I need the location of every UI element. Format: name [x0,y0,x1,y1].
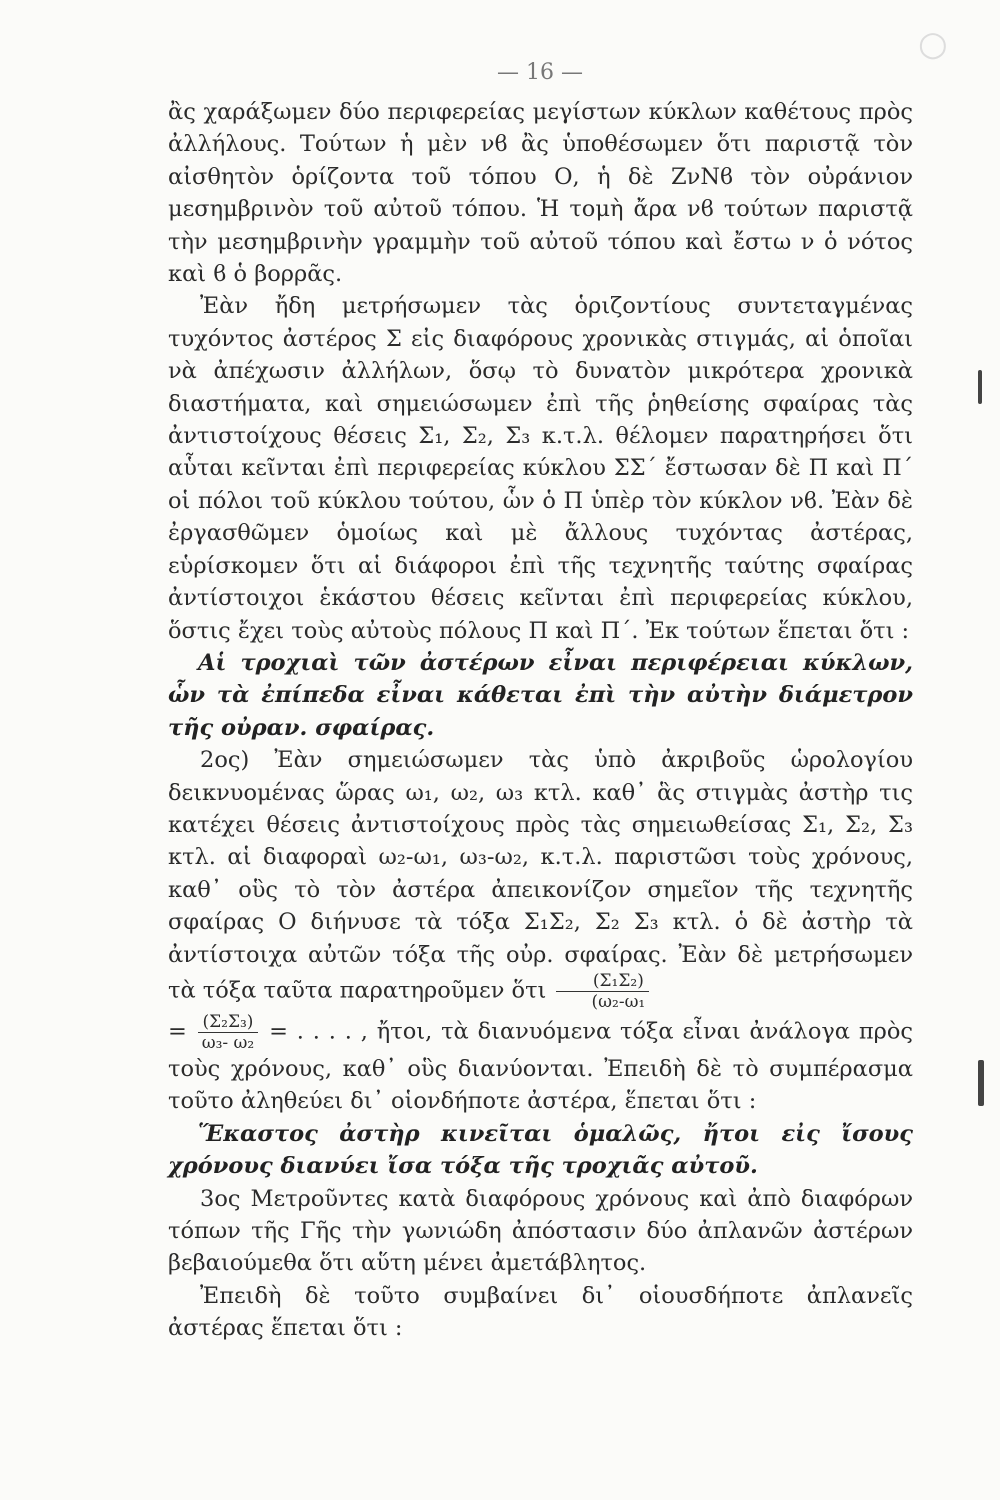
page-body [168,96,913,1345]
page-number: — 16 — [497,60,583,85]
paragraph-3 [168,744,913,1012]
equals-sign: = [168,1018,187,1045]
fraction-line [168,1012,913,1118]
paragraph-3-text: 2ος) Ἐὰν σημειώσωμεν τὰς ὑπὸ ἀκριβοῦς ὡρολογίου δεικνυομένας ὥρας ω₁, ω₂, ω₃ κτλ. καθ᾿ ἃς στιγμὰς ἀστὴρ τις κατέχει θέσεις ἀντιστοίχους πρὸς τὰς σημειωθείσας Σ₁, Σ₂, Σ₃ κτλ. αἱ διαφοραὶ ω₂-ω₁, ω₃-ω₂, κ.τ.λ. παριστῶσι τοὺς χρόνους, καθ᾿ οὓς τὸ τὸν ἀστέρα ἀπεικονίζον σημεῖον τῆς τεχνητῆς σφαίρας Ο διήνυσε τὰ τόξα Σ₁Σ₂, Σ₂ Σ₃ κτλ. ὁ δὲ ἀστὴρ τὰ ἀντίστοιχα αὐτῶν τόξα τῆς οὐρ. σφαίρας. Ἐὰν δὲ μετρήσωμεν τὰ τόξα ταῦτα παρατηροῦμεν ὅτι [168,747,913,1004]
law-statement-2: Ἕκαστος ἀστὴρ κινεῖται ὁμαλῶς, ἤτοι εἰς ἴσους χρόνους διανύει ἴσα τόξα τῆς τροχιᾶς αὐτοῦ. [168,1120,913,1180]
paragraph-5: Ἐπειδὴ δὲ τοῦτο συμβαίνει δι᾿ οἱουσδήποτε ἀπλανεῖς ἀστέρας ἕπεται ὅτι : [168,1282,913,1342]
margin-mark-2 [978,1060,984,1106]
fraction-1-denominator: (ω₂-ω₁ [556,991,650,1012]
paragraph-1: ἂς χαράξωμεν δύο περιφερείας μεγίστων κύκλων καθέτους πρὸς ἀλλήλους. Τούτων ἡ μὲν νϐ ἂς ὑποθέσωμεν ὅτι παριστᾷ τὸν αἰσθητὸν ὁρίζοντα τοῦ τόπου Ο, ἡ δὲ ΖνΝϐ τὸν οὐράνιον μεσημβρινὸν τοῦ αὐτοῦ τόπου. Ἡ τομὴ ἄρα νϐ τούτων παριστᾷ τὴν μεσημβρινὴν γραμμὴν τοῦ αὐτοῦ τόπου καὶ ἔστω ν ὁ νότος καὶ ϐ ὁ βορρᾶς. [168,99,913,288]
fraction-2 [198,1012,259,1053]
margin-mark-1 [978,370,982,404]
fraction-1 [556,971,650,1012]
law-statement-1: Αἱ τροχιαὶ τῶν ἀστέρων εἶναι περιφέρειαι κύκλων, ὧν τὰ ἐπίπεδα εἶναι κάθεται ἐπὶ τὴν αὐτὴν διάμετρον τῆς οὐραν. σφαίρας. [168,649,913,741]
paragraph-2: Ἐὰν ἤδη μετρήσωμεν τὰς ὁριζοντίους συντεταγμένας τυχόντος ἀστέρος Σ εἰς διαφόρους χρονικὰς στιγμάς, αἱ ὁποῖαι νὰ ἀπέχωσιν ἀλλήλων, ὅσῳ τὸ δυνατὸν μικρότερα χρονικὰ διαστήματα, καὶ σημειώσωμεν ἐπὶ τῆς ῥηθείσης σφαίρας τὰς ἀντιστοίχους θέσεις Σ₁, Σ₂, Σ₃ κ.τ.λ. θέλομεν παρατηρήσει ὅτι αὗται κεῖνται ἐπὶ περιφερείας κύκλου ΣΣ΄ ἔστωσαν δὲ Π καὶ Π΄ οἱ πόλοι τοῦ κύκλου τούτου, ὧν ὁ Π ὑπὲρ τὸν κύκλον νϐ. Ἐὰν δὲ ἐργασθῶμεν ὁμοίως καὶ μὲ ἄλλους τυχόντας ἀστέρας, εὑρίσκομεν ὅτι αἱ διάφοροι ἐπὶ τῆς τεχνητῆς ταύτης σφαίρας ἀντίστοιχοι ἑκάστου θέσεις κεῖνται ἐπὶ περιφερείας κύκλου, ὅστις ἔχει τοὺς αὐτοὺς πόλους Π καὶ Π΄. Ἐκ τούτων ἕπεται ὅτι : [168,293,913,644]
fraction-1-numerator: (Σ₁Σ₂) [592,970,644,991]
paragraph-4: 3ος Μετροῦντες κατὰ διαφόρους χρόνους καὶ ἀπὸ διαφόρων τόπων τῆς Γῆς τὴν γωνιώδη ἀπόστασιν δύο ἀπλανῶν ἀστέρων βεβαιούμεθα ὅτι αὕτη μένει ἀμετάβλητος. [168,1185,913,1277]
corner-pencil-mark: ○ [918,24,948,64]
fraction-continuation: = . . . . , ἤτοι, τὰ διανυόμενα τόξα εἶναι ἀνάλογα πρὸς τοὺς χρόνους, καθ᾿ οὓς διανύονται. Ἐπειδὴ δὲ τὸ συμπέρασμα τοῦτο ἀληθεύει δι᾿ οἱονδήποτε ἀστέρα, ἕπεται ὅτι : [168,1018,914,1115]
fraction-2-denominator: ω₃- ω₂ [198,1032,259,1053]
fraction-2-numerator: (Σ₂Σ₃) [202,1011,254,1032]
